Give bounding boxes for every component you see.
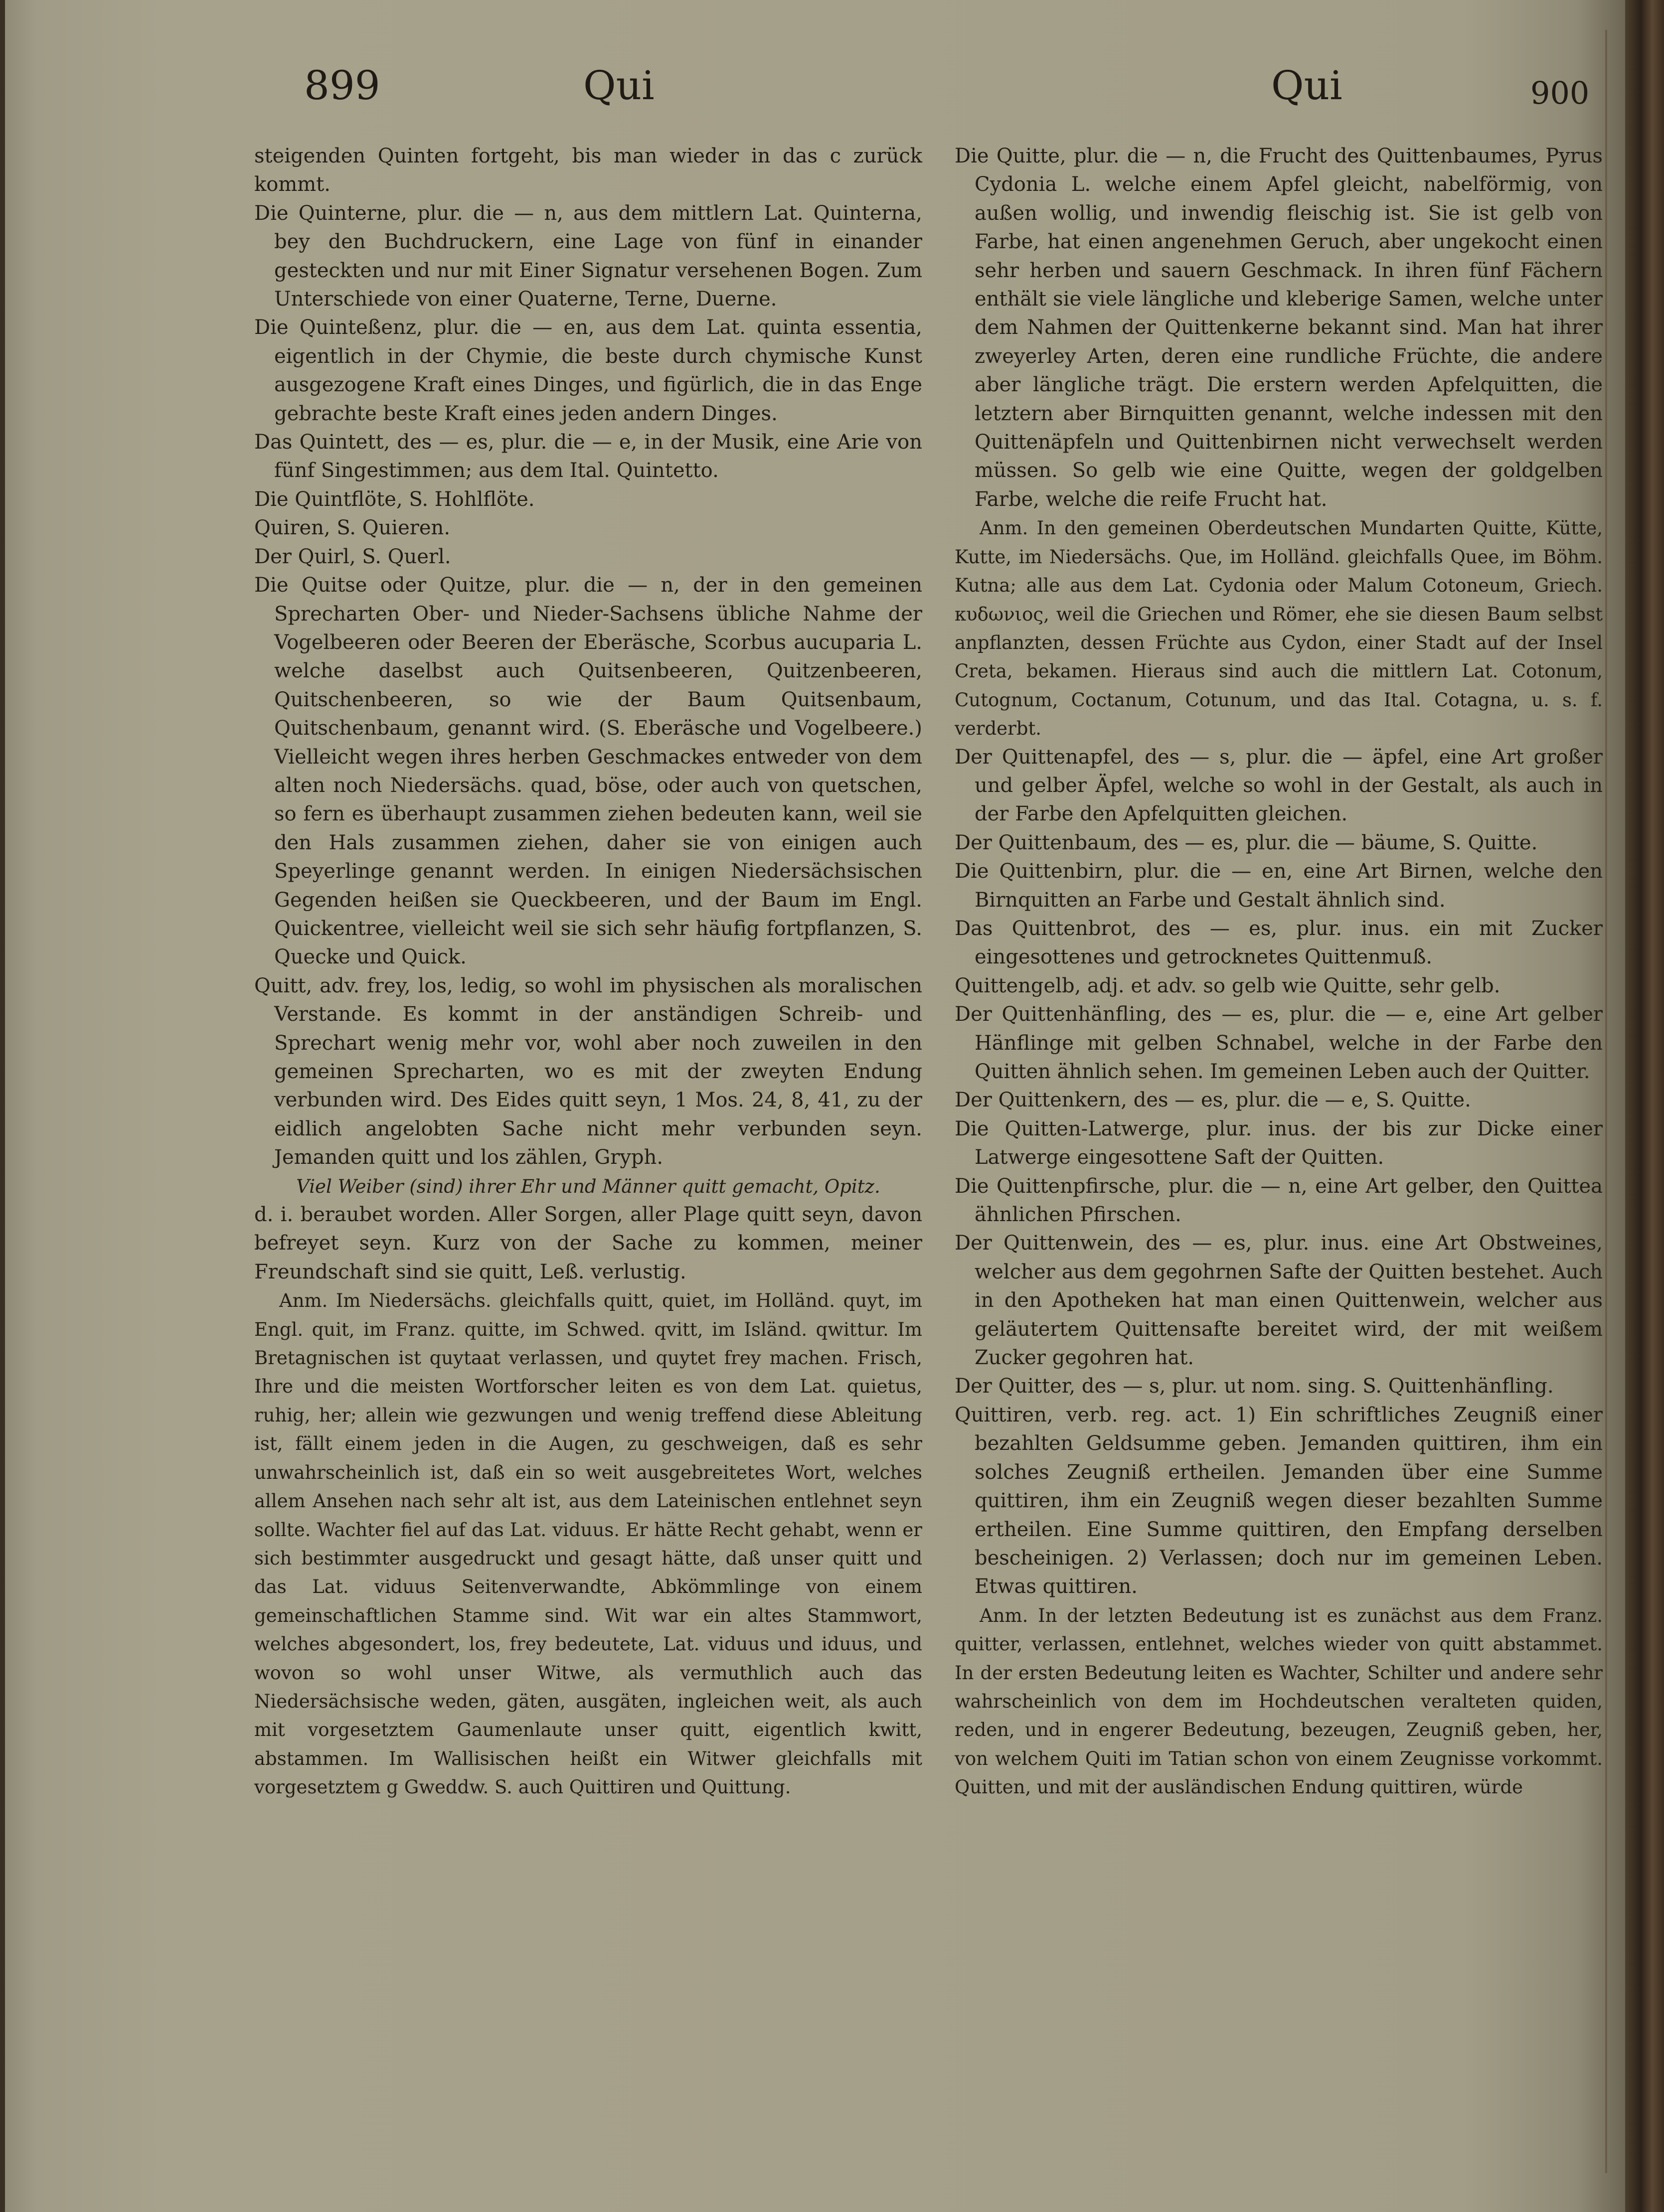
dictionary-entry: Quittengelb, adj. et adv. so gelb wie Quitte, sehr gelb. — [955, 974, 1500, 997]
annotation-note: Anm. In den gemeinen Oberdeutschen Mundarten Quitte, Kütte, Kutte, im Niedersächs. Que, im Holländ. gleichfalls Quee, im Böhm. Kutna; alle aus dem Lat. Cydonia oder Malum Cotoneum, Griech. κυδωνιος, weil die Griechen und Römer, ehe sie diesen Baum selbst anpflanzten, dessen Früchte aus Cydon, einer Stadt auf der Insel Creta, bekamen. Hieraus sind auch die mittlern Lat. Cotonum, Cutognum, Coctanum, Cotunum, und das Ital. Cotagna, u. s. f. verderbt. — [955, 517, 1603, 740]
dictionary-entry: Die Quinteßenz, plur. die — en, aus dem Lat. quinta essentia, eigentlich in der Chymie, die beste durch chymische Kunst ausgezogene Kraft eines Dinges, und figürlich, die in das Enge gebrachte beste Kraft eines jeden andern Dinges. — [254, 316, 922, 425]
dictionary-entry: Der Quittenbaum, des — es, plur. die — bäume, S. Quitte. — [955, 831, 1538, 854]
continued-text: steigenden Quinten fortgeht, bis man wieder in das c zurück kommt. — [254, 145, 922, 196]
dictionary-entry: Die Quitse oder Quitze, plur. die — n, der in den gemeinen Sprecharten Ober- und Nieder-Sachsens übliche Nahme der Vogelbeeren oder Beeren der Eberäsche, Scorbus aucuparia L. welche daselbst auch Quitsenbeeren, Quitzenbeeren, Quitschenbeeren, so wie der Baum Quitsenbaum, Quitschenbaum, genannt wird. (S. Eberäsche und Vogelbeere.) Vielleicht wegen ihres herben Geschmackes entweder von dem alten noch Niedersächs. quad, böse, oder auch von quetschen, so fern es überhaupt zusammen ziehen bedeuten kann, weil sie den Hals zusammen ziehen, daher sie von einigen auch Speyerlinge genannt werden. In einigen Niedersächsischen Gegenden heißen sie Queckbeeren, und der Baum im Engl. Quickentree, vielleicht weil sie sich sehr häufig fortpflanzen, S. Quecke und Quick. — [254, 574, 922, 969]
book-spine — [1625, 0, 1664, 2212]
dictionary-entry: Die Quinterne, plur. die — n, aus dem mittlern Lat. Quinterna, bey den Buchdruckern, eine Lage von fünf in einander gesteckten und nur mit Einer Signatur versehenen Bogen. Zum Unterschiede von einer Quaterne, Terne, Duerne. — [254, 201, 922, 311]
dictionary-entry: Der Quittenapfel, des — s, plur. die — äpfel, eine Art großer und gelber Äpfel, welche so wohl in der Gestalt, als auch in der Farbe den Apfelquitten gleichen. — [955, 745, 1603, 826]
dictionary-entry: Das Quittenbrot, des — es, plur. inus. ein mit Zucker eingesottenes und getrocknetes Quittenmuß. — [955, 917, 1603, 969]
running-head-left: Qui — [583, 62, 655, 109]
page-number-left: 899 — [304, 62, 380, 109]
running-head-right: Qui — [1271, 62, 1342, 109]
quotation: Viel Weiber (sind) ihrer Ehr und Männer quitt gemacht, Opitz. — [296, 1175, 880, 1197]
dictionary-entry: Das Quintett, des — es, plur. die — e, in der Musik, eine Arie von fünf Singestimmen; aus dem Ital. Quintetto. — [254, 431, 922, 482]
book-page — [5, 0, 1625, 2212]
dictionary-entry: Der Quittenhänfling, des — es, plur. die — e, eine Art gelber Hänflinge mit gelben Schnabel, welche in der Farbe den Quitten ähnlich sehen. Im gemeinen Leben auch der Quitter. — [955, 1003, 1603, 1083]
dictionary-entry: Die Quittenbirn, plur. die — en, eine Art Birnen, welche den Birnquitten an Farbe und Gestalt ähnlich sind. — [955, 860, 1603, 912]
dictionary-entry: Quiren, S. Quieren. — [254, 516, 451, 540]
dictionary-entry: Die Quintflöte, S. Hohlflöte. — [254, 487, 535, 511]
page-edge-rule — [1605, 30, 1607, 2173]
annotation-note: Anm. Im Niedersächs. gleichfalls quitt, quiet, im Holländ. quyt, im Engl. quit, im Franz. quitte, im Schwed. qvitt, im Isländ. qwittur. Im Bretagnischen ist quytaat verlassen, und quytet frey machen. Frisch, Ihre und die meisten Wortforscher leiten es von dem Lat. quietus, ruhig, her; allein wie gezwungen und wenig treffend diese Ableitung ist, fällt einem jeden in die Augen, zu geschweigen, daß es sehr unwahrscheinlich ist, daß ein so weit ausgebreitetes Wort, welches allem Ansehen nach sehr alt ist, aus dem Lateinischen entlehnet seyn sollte. Wachter fiel auf das Lat. viduus. Er hätte Recht gehabt, wenn er sich bestimmter ausgedruckt und gesagt hätte, daß unser quitt und das Lat. viduus Seitenverwandte, Abkömmlinge von einem gemeinschaftlichen Stamme sind. Wit war ein altes Stammwort, welches abgesondert, los, frey bedeutete, Lat. viduus und iduus, und wovon so wohl unser Witwe, als vermuthlich auch das Niedersächsische weden, gäten, ausgäten, ingleichen weit, als auch mit vorgesetztem Gaumenlaute unser quitt, eigentlich kwitt, abstammen. Im Wallisischen heißt ein Witwer gleichfalls mit vorgesetztem g Gweddw. S. auch Quittiren und Quittung. — [254, 1290, 922, 1798]
dictionary-entry: Quittiren, verb. reg. act. 1) Ein schriftliches Zeugniß einer bezahlten Geldsumme geben. Jemanden quittiren, ihm ein solches Zeugniß ertheilen. Jemanden über eine Summe quittiren, ihm ein Zeugniß wegen dieser bezahlten Summe ertheilen. Eine Summe quittiren, den Empfang derselben bescheinigen. 2) Verlassen; doch nur im gemeinen Leben. Etwas quittiren. — [955, 1403, 1603, 1598]
dictionary-entry: Die Quitte, plur. die — n, die Frucht des Quittenbaumes, Pyrus Cydonia L. welche einem Apfel gleicht, nabelförmig, von außen wollig, und inwendig fleischig ist. Sie ist gelb von Farbe, hat einen angenehmen Geruch, aber ungekocht einen sehr herben und sauern Geschmack. In ihren fünf Fächern enthält sie viele längliche und kleberige Samen, welche unter dem Nahmen der Quittenkerne bekannt sind. Man hat ihrer zweyerley Arten, deren eine rundliche Früchte, die andere aber längliche trägt. Die erstern werden Apfelquitten, die letztern aber Birnquitten genannt, welche indessen mit den Quittenäpfeln und Quittenbirnen nicht verwechselt werden müssen. So gelb wie eine Quitte, wegen der goldgelben Farbe, welche die reife Frucht hat. — [955, 145, 1603, 511]
page-number-right: 900 — [1530, 75, 1590, 111]
continued-text: d. i. beraubet worden. Aller Sorgen, aller Plage quitt seyn, davon befreyet seyn. Kurz von der Sache zu kommen, meiner Freundschaft sind sie quitt, Leß. verlustig. — [254, 1203, 922, 1283]
dictionary-entry: Die Quitten-Latwerge, plur. inus. der bis zur Dicke einer Latwerge eingesottene Saft der Quitten. — [955, 1117, 1603, 1169]
annotation-note: Anm. In der letzten Bedeutung ist es zunächst aus dem Franz. quitter, verlassen, entlehnet, welches wieder von quitt abstammet. In der ersten Bedeutung leiten es Wachter, Schilter und andere sehr wahrscheinlich von dem im Hochdeutschen veralteten quiden, reden, und in engerer Bedeutung, bezeugen, Zeugniß geben, her, von welchem Quiti im Tatian schon von einem Zeugnisse vorkommt. Quitten, und mit der ausländischen Endung quittiren, würde — [955, 1604, 1603, 1798]
dictionary-entry: Der Quittenkern, des — es, plur. die — e, S. Quitte. — [955, 1089, 1471, 1112]
dictionary-entry: Quitt, adv. frey, los, ledig, so wohl im physischen als moralischen Verstande. Es kommt in der anständigen Schreib- und Sprechart wenig mehr vor, wohl aber noch zuweilen in den gemeinen Sprecharten, wo es mit der zweyten Endung verbunden wird. Des Eides quitt seyn, 1 Mos. 24, 8, 41, zu der eidlich angelobten Sache nicht mehr verbunden seyn. Jemanden quitt und los zählen, Gryph. — [254, 974, 922, 1169]
dictionary-entry: Der Quirl, S. Querl. — [254, 545, 451, 568]
right-column — [955, 142, 1603, 1802]
left-column — [254, 142, 922, 1802]
dictionary-entry: Der Quittenwein, des — es, plur. inus. eine Art Obstweines, welcher aus dem gegohrnen Safte der Quitten bestehet. Auch in den Apotheken hat man einen Quittenwein, welcher aus geläutertem Quittensafte bereitet wird, der mit weißem Zucker gegohren hat. — [955, 1232, 1603, 1370]
dictionary-entry: Der Quitter, des — s, plur. ut nom. sing. S. Quittenhänfling. — [955, 1375, 1554, 1398]
dictionary-entry: Die Quittenpfirsche, plur. die — n, eine Art gelber, den Quittea ähnlichen Pfirschen. — [955, 1174, 1603, 1227]
